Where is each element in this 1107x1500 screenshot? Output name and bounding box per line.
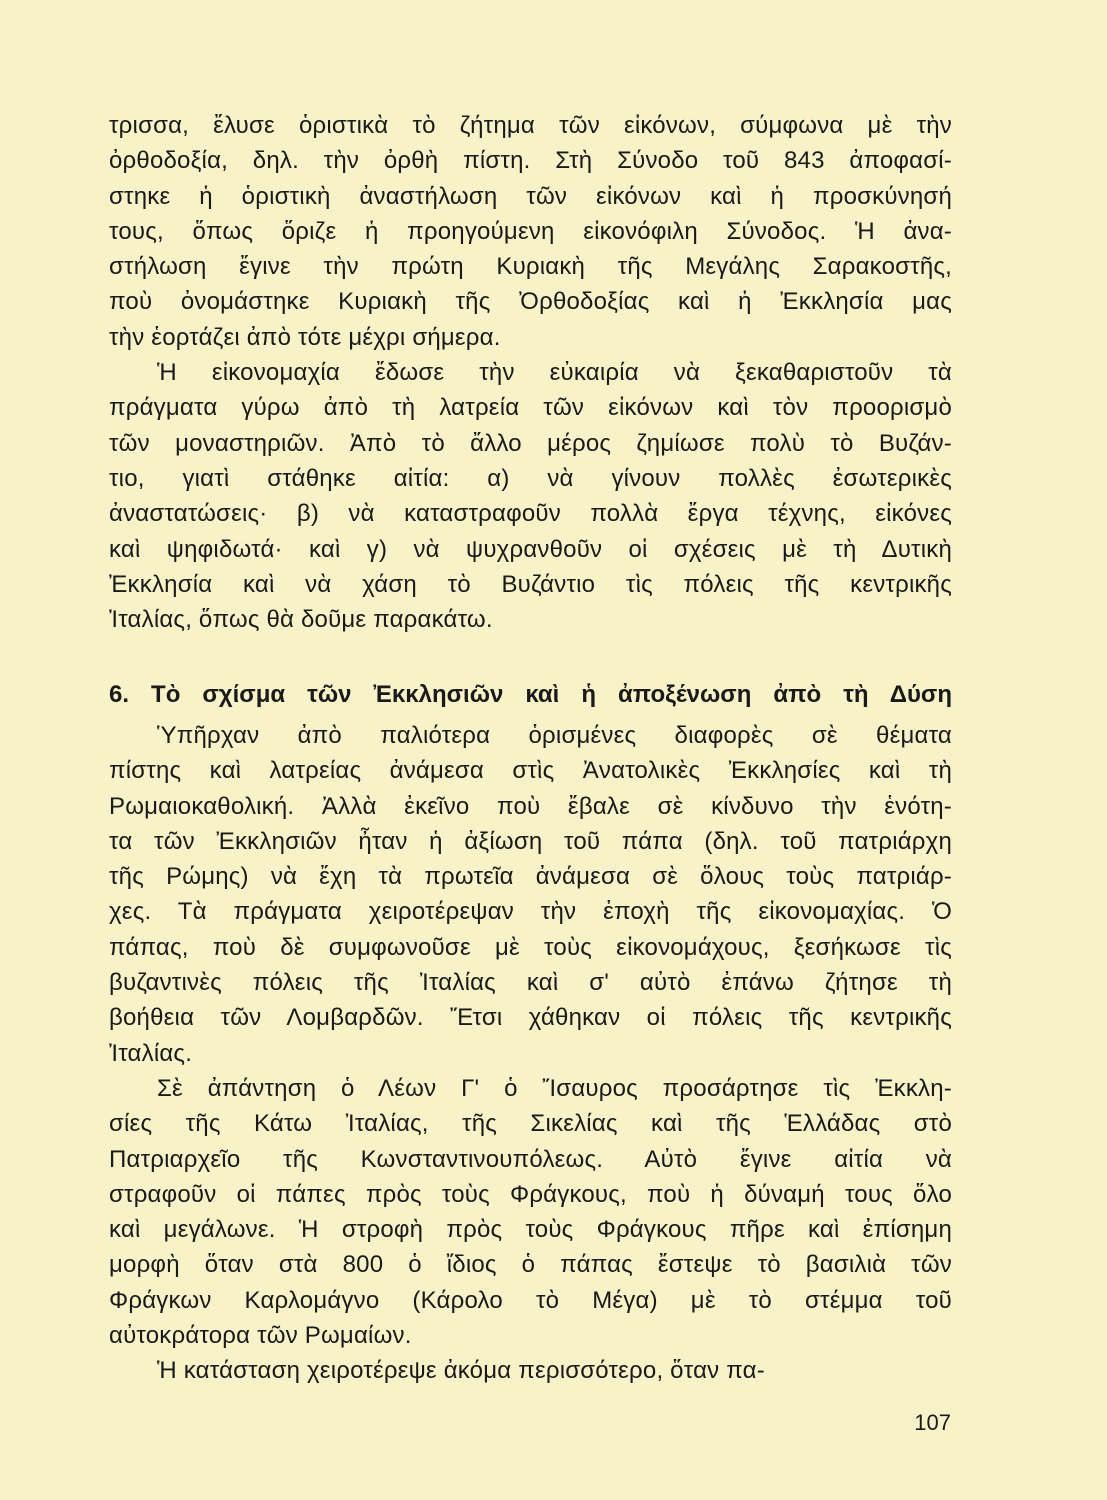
text-line: Ρωμαιοκαθολική. Ἀλλὰ ἐκεῖνο ποὺ ἔβαλε σὲ κίνδυνο τὴν ἑνότη- [109, 792, 952, 820]
text-line: τῶν μοναστηριῶν. Ἀπὸ τὸ ἄλλο μέρος ζημίωσε πολὺ τὸ Βυζάν- [109, 429, 952, 457]
text-line: στραφοῦν οἱ πάπες πρὸς τοὺς Φράγκους, ποὺ ἡ δύναμή τους ὅλο [109, 1180, 952, 1208]
text-line: Ἰταλίας, ὅπως θὰ δοῦμε παρακάτω. [109, 606, 493, 634]
text-line: Ἐκκλησία καὶ νὰ χάση τὸ Βυζάντιο τὶς πόλεις τῆς κεντρικῆς [109, 570, 952, 598]
paragraph [109, 718, 952, 1071]
paragraph [109, 1353, 952, 1388]
text-line: Σὲ ἀπάντηση ὁ Λέων Γ' ὁ Ἴσαυρος προσάρτησε τὶς Ἐκκλη- [157, 1074, 952, 1102]
text-line: σίες τῆς Κάτω Ἰταλίας, τῆς Σικελίας καὶ τῆς Ἑλλάδας στὸ [109, 1110, 952, 1138]
text-line: Πατριαρχεῖο τῆς Κωνσταντινουπόλεως. Αὐτὸ ἔγινε αἰτία νὰ [109, 1145, 952, 1173]
text-line: ποὺ ὀνομάστηκε Κυριακὴ τῆς Ὀρθοδοξίας καὶ ἡ Ἐκκλησία μας [109, 288, 952, 316]
top-text-block [109, 108, 952, 637]
text-line: Ἰταλίας. [109, 1039, 193, 1067]
text-line: μορφὴ ὅταν στὰ 800 ὁ ἴδιος ὁ πάπας ἔστεψε τὸ βασιλιὰ τῶν [109, 1251, 952, 1279]
text-line: Ἡ εἰκονομαχία ἔδωσε τὴν εὐκαιρία νὰ ξεκαθαριστοῦν τὰ [157, 359, 952, 387]
section-heading: 6. Τὸ σχίσμα τῶν Ἐκκλησιῶν καὶ ἡ ἀποξένωση ἀπὸ τὴ Δύση [109, 681, 952, 708]
paragraph [109, 355, 952, 637]
text-line: Ἡ κατάσταση χειροτέρεψε ἀκόμα περισσότερο, ὅταν πα- [157, 1357, 765, 1385]
text-line: ἀναστατώσεις· β) νὰ καταστραφοῦν πολλὰ ἔργα τέχνης, εἰκόνες [109, 500, 952, 528]
text-line: Ὑπῆρχαν ἀπὸ παλιότερα ὁρισμένες διαφορὲς σὲ θέματα [157, 722, 952, 749]
text-line: καὶ ψηφιδωτά· καὶ γ) νὰ ψυχρανθοῦν οἱ σχέσεις μὲ τὴ Δυτικὴ [109, 535, 952, 563]
text-line: τὴν ἑορτάζει ἀπὸ τότε μέχρι σήμερα. [109, 323, 501, 351]
text-line: καὶ μεγάλωνε. Ἡ στροφὴ πρὸς τοὺς Φράγκους πῆρε καὶ ἐπίσημη [109, 1216, 952, 1244]
text-line: πάπας, ποὺ δὲ συμφωνοῦσε μὲ τοὺς εἰκονομάχους, ξεσήκωσε τὶς [109, 933, 952, 961]
text-line: Φράγκων Καρλομάγνο (Κάρολο τὸ Μέγα) μὲ τὸ στέμμα τοῦ [109, 1286, 952, 1314]
text-line: ὀρθοδοξία, δηλ. τὴν ὀρθὴ πίστη. Στὴ Σύνοδο τοῦ 843 ἀποφασί- [109, 147, 952, 175]
bottom-text-block [109, 718, 952, 1389]
text-line: τρισσα, ἔλυσε ὁριστικὰ τὸ ζήτημα τῶν εἰκόνων, σύμφωνα μὲ τὴν [109, 112, 952, 139]
paragraph [109, 108, 952, 355]
paragraph [109, 1071, 952, 1353]
text-line: στήλωση ἔγινε τὴν πρώτη Κυριακὴ τῆς Μεγάλης Σαρακοστῆς, [109, 253, 952, 281]
page-number: 107 [914, 1410, 951, 1435]
text-line: βυζαντινὲς πόλεις τῆς Ἰταλίας καὶ σ' αὐτὸ ἐπάνω ζήτησε τὴ [109, 969, 952, 997]
text-line: βοήθεια τῶν Λομβαρδῶν. Ἔτσι χάθηκαν οἱ πόλεις τῆς κεντρικῆς [109, 1004, 952, 1032]
text-line: στηκε ἡ ὁριστικὴ ἀναστήλωση τῶν εἰκόνων καὶ ἡ προσκύνησή [109, 182, 952, 210]
text-line: αὐτοκράτορα τῶν Ρωμαίων. [109, 1322, 412, 1350]
text-line: χες. Τὰ πράγματα χειροτέρεψαν τὴν ἐποχὴ τῆς εἰκονομαχίας. Ὁ [109, 898, 952, 926]
text-line: τους, ὅπως ὅριζε ἡ προηγούμενη εἰκονόφιλη Σύνοδος. Ἡ ἀνα- [109, 217, 952, 245]
text-line: τιο, γιατὶ στάθηκε αἰτία: α) νὰ γίνουν πολλὲς ἐσωτερικὲς [109, 464, 952, 492]
text-line: πράγματα γύρω ἀπὸ τὴ λατρεία τῶν εἰκόνων καὶ τὸν προορισμὸ [109, 394, 952, 422]
text-line: πίστης καὶ λατρείας ἀνάμεσα στὶς Ἀνατολικὲς Ἐκκλησίες καὶ τὴ [109, 757, 952, 785]
text-line: τα τῶν Ἐκκλησιῶν ἦταν ἡ ἀξίωση τοῦ πάπα (δηλ. τοῦ πατριάρχη [109, 827, 952, 855]
text-line: τῆς Ρώμης) νὰ ἔχη τὰ πρωτεῖα ἀνάμεσα σὲ ὅλους τοὺς πατριάρ- [109, 863, 952, 891]
